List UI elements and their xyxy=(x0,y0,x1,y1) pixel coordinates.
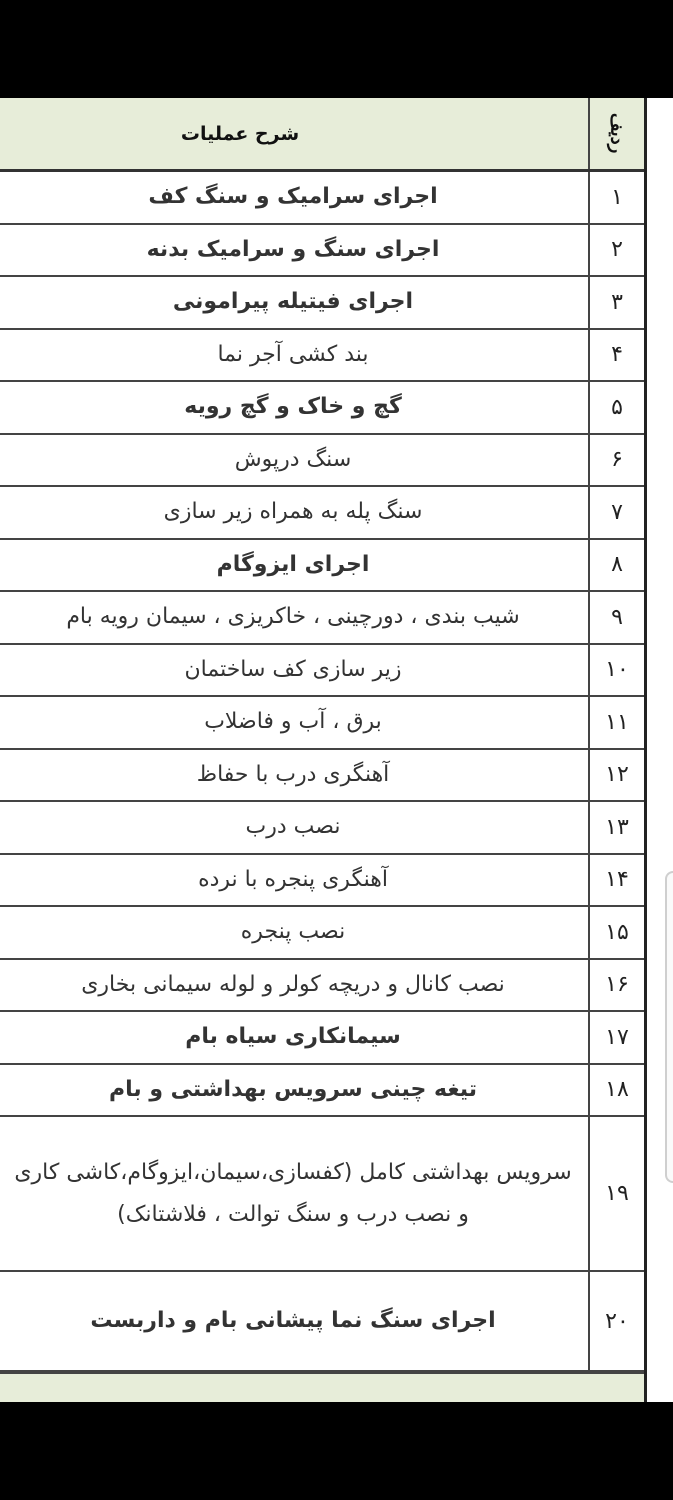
row-description: اجرای فیتیله پیرامونی xyxy=(172,289,414,315)
header-description: شرح عملیات xyxy=(180,122,300,145)
table-header-row xyxy=(0,98,644,172)
table-row xyxy=(0,1012,644,1065)
table-row xyxy=(0,330,644,383)
row-description: اجرای سنگ و سرامیک بدنه xyxy=(146,236,440,262)
header-row-number: ردیف xyxy=(588,98,644,169)
row-number: ۳ xyxy=(588,277,644,328)
bottom-black-bar xyxy=(0,1402,673,1500)
top-black-bar xyxy=(0,0,673,98)
row-description: زیر سازی کف ساختمان xyxy=(184,656,402,682)
table-row xyxy=(0,1065,644,1118)
row-number: ۸ xyxy=(588,540,644,591)
operations-table xyxy=(0,98,647,1402)
row-description: گچ و خاک و گچ رویه xyxy=(184,394,402,420)
row-number: ۱۴ xyxy=(588,855,644,906)
row-number: ۱۵ xyxy=(588,907,644,958)
table-row xyxy=(0,1272,644,1372)
table-row xyxy=(0,225,644,278)
table-row xyxy=(0,172,644,225)
row-number: ۱ xyxy=(588,172,644,223)
row-description: نصب کانال و دریچه کولر و لوله سیمانی بخاری xyxy=(81,971,505,997)
row-number: ۱۸ xyxy=(588,1065,644,1116)
row-number: ۵ xyxy=(588,382,644,433)
table-row xyxy=(0,487,644,540)
table-row xyxy=(0,592,644,645)
table-row xyxy=(0,750,644,803)
row-number: ۱۷ xyxy=(588,1012,644,1063)
row-number: ۱۹ xyxy=(588,1117,644,1270)
table-row xyxy=(0,435,644,488)
row-description: بند کشی آجر نما xyxy=(217,341,369,367)
row-number: ۱۰ xyxy=(588,645,644,696)
row-description: تیغه چینی سرویس بهداشتی و بام xyxy=(109,1076,477,1102)
row-number: ۶ xyxy=(588,435,644,486)
table-row xyxy=(0,1117,644,1272)
row-number: ۱۳ xyxy=(588,802,644,853)
row-description: اجرای سنگ نما پیشانی بام و داربست xyxy=(90,1308,496,1333)
row-number: ۱۶ xyxy=(588,960,644,1011)
table-row xyxy=(0,907,644,960)
row-number: ۲ xyxy=(588,225,644,276)
table-row xyxy=(0,382,644,435)
row-number: ۷ xyxy=(588,487,644,538)
row-description: نصب پنجره xyxy=(240,919,346,945)
table-row xyxy=(0,960,644,1013)
row-description: اجرای ایزوگام xyxy=(216,551,370,577)
side-scroll-handle[interactable] xyxy=(665,871,673,1183)
row-description: سرویس بهداشتی کامل (کفسازی،سیمان،ایزوگام،کاشی کاری و نصب درب و سنگ توالت ، فلاشتانک) xyxy=(14,1159,572,1227)
table-row xyxy=(0,540,644,593)
table-row xyxy=(0,277,644,330)
row-description: شیب بندی ، دورچینی ، خاکریزی ، سیمان رویه بام xyxy=(66,604,520,630)
document-image xyxy=(0,98,673,1402)
row-description: سیمانکاری سیاه بام xyxy=(185,1024,401,1050)
table-row xyxy=(0,855,644,908)
row-number: ۴ xyxy=(588,330,644,381)
row-description: آهنگری پنجره با نرده xyxy=(198,866,388,892)
row-number: ۹ xyxy=(588,592,644,643)
table-row xyxy=(0,802,644,855)
row-description: آهنگری درب با حفاظ xyxy=(196,761,390,787)
table-row xyxy=(0,697,644,750)
row-description: سنگ پله به همراه زیر سازی xyxy=(163,499,423,525)
row-description: نصب درب xyxy=(245,814,341,840)
row-number: ۱۲ xyxy=(588,750,644,801)
table-footer-row xyxy=(0,1372,644,1402)
row-description: برق ، آب و فاضلاب xyxy=(204,709,382,735)
row-number: ۲۰ xyxy=(588,1272,644,1370)
table-row xyxy=(0,645,644,698)
row-number: ۱۱ xyxy=(588,697,644,748)
row-description: اجرای سرامیک و سنگ کف xyxy=(148,184,438,210)
row-description: سنگ درپوش xyxy=(234,446,352,472)
